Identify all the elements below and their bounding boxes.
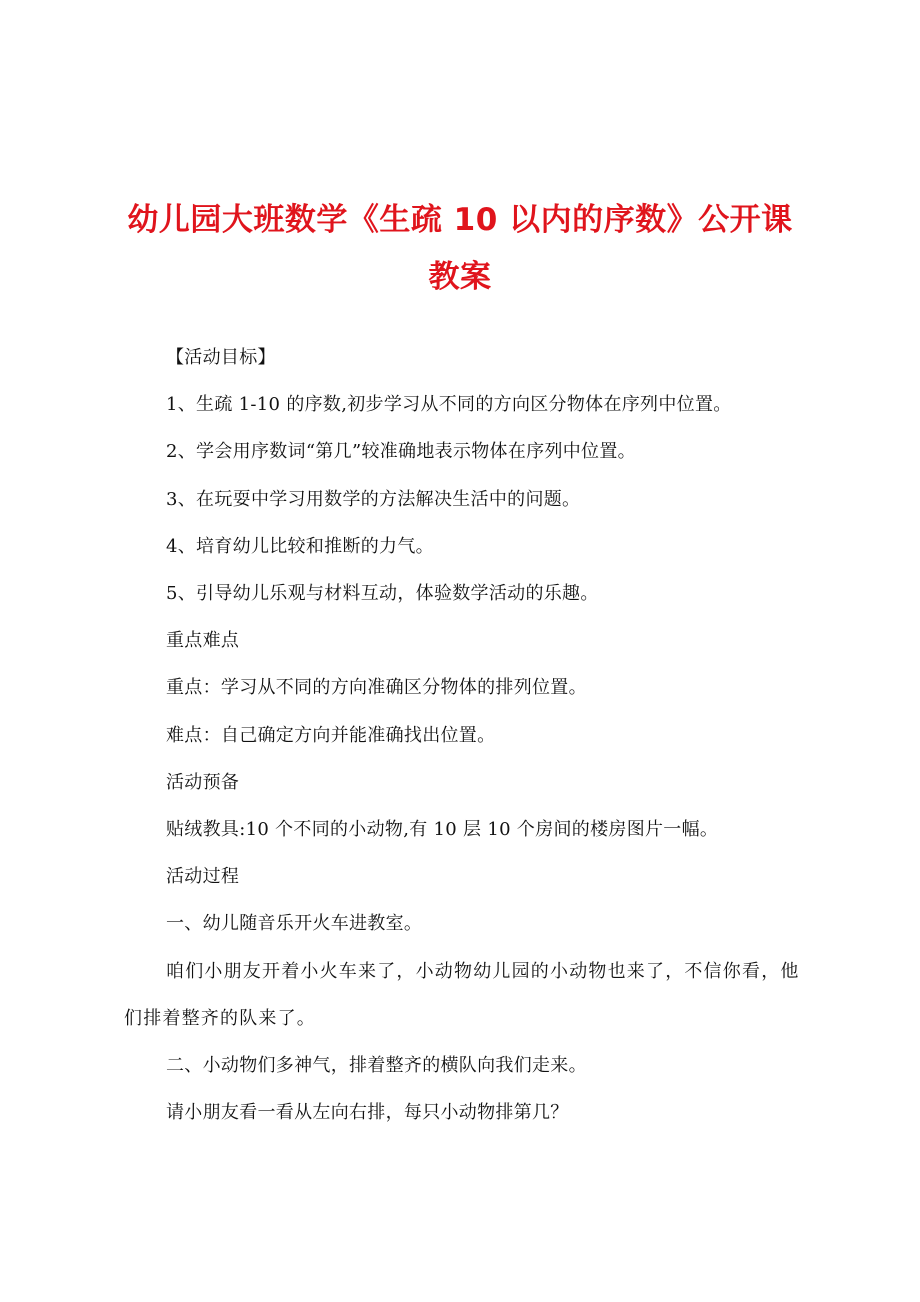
section-heading-goals: 【活动目标】 [166,347,276,368]
process-step-1: 一、幼儿随音乐开火车进教室。 [166,913,423,935]
document-body [124,334,824,1136]
document-title [110,192,810,306]
process-step-2-text: 请小朋友看一看从左向右排，每只小动物排第几？ [166,1102,569,1124]
process-step-1-text: 咱们小朋友开着小火车来了，小动物幼儿园的小动物也来了，不信你看，他们排着整齐的队来了。 [124,960,800,1029]
key-point: 重点：学习从不同的方向准确区分物体的排列位置。 [166,677,587,699]
goal-item-1: 1、生疏 1-10 的序数,初步学习从不同的方向区分物体在序列中位置。 [166,394,732,416]
goal-item-3: 3、在玩耍中学习用数学的方法解决生活中的问题。 [166,488,581,510]
section-heading-process: 活动过程 [166,866,240,888]
section-heading-key-points: 重点难点 [166,630,240,652]
goal-item-4: 4、培育幼儿比较和推断的力气。 [166,535,434,557]
title-line-1: 幼儿园大班数学《生疏 10 以内的序数》公开课 [127,202,793,238]
difficult-point: 难点：自己确定方向并能准确找出位置。 [166,724,496,746]
section-heading-preparation: 活动预备 [166,771,240,793]
goal-item-2: 2、学会用序数词“第几”较准确地表示物体在序列中位置。 [166,441,636,463]
preparation-text: 贴绒教具:10 个不同的小动物,有 10 层 10 个房间的楼房图片一幅。 [166,819,719,841]
goal-item-5: 5、引导幼儿乐观与材料互动，体验数学活动的乐趣。 [166,583,599,605]
process-step-2: 二、小动物们多神气，排着整齐的横队向我们走来。 [166,1055,587,1077]
title-line-2: 教案 [428,259,492,295]
